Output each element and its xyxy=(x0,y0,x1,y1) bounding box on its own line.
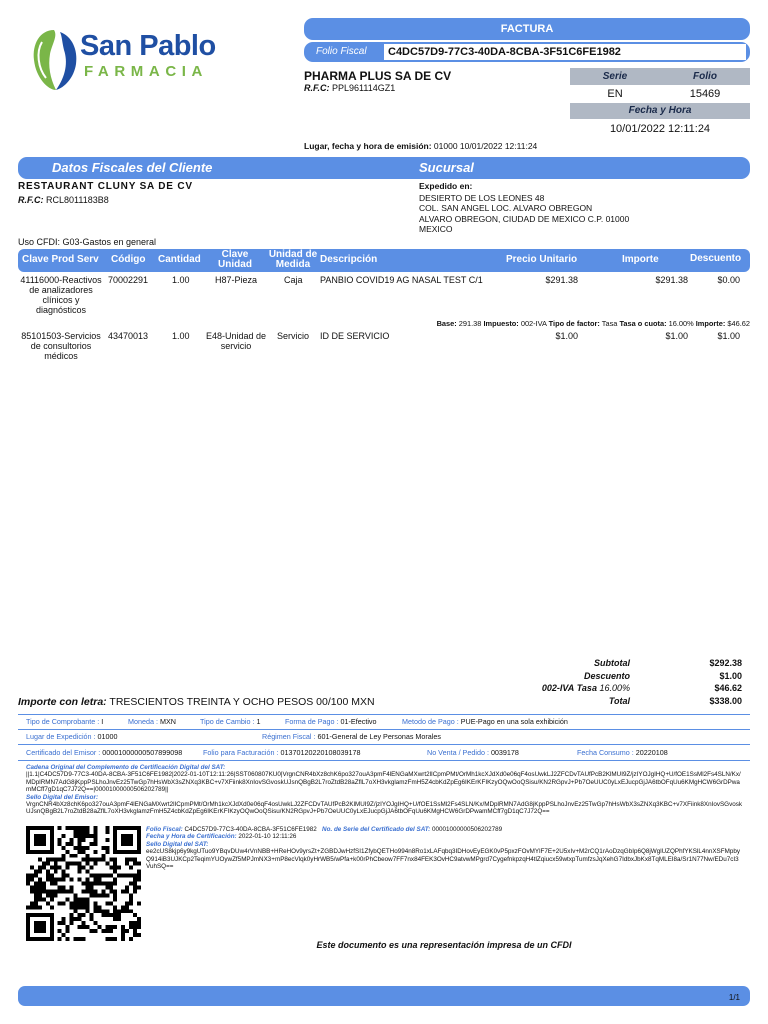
importe-letra-value: TRESCIENTOS TREINTA Y OCHO PESOS 00/100 MXN xyxy=(109,696,375,708)
tipo-comprobante-label: Tipo de Comprobante : xyxy=(26,717,100,726)
col-descuento: Descuento xyxy=(690,253,742,264)
row-importe: $291.38 xyxy=(655,275,688,285)
folio-fiscal-value: C4DC57D9-77C3-40DA-8CBA-3F51C6FE1982 xyxy=(388,46,621,58)
row-tax-line xyxy=(280,319,750,328)
metodo-pago: PUE-Pago en una sola exhibición xyxy=(460,717,568,726)
tipo-comprobante: I xyxy=(101,717,104,726)
sat-folio-label: Folio Fiscal: xyxy=(146,826,183,833)
row-cantidad: 1.00 xyxy=(172,331,190,341)
fecha-cert-value: 2022-01-10 12:11:26 xyxy=(238,833,297,841)
fecha-consumo-label: Fecha Consumo : xyxy=(577,748,634,757)
cliente-rfc-value: RCL8011183B8 xyxy=(46,195,109,205)
tax-impuesto: 002-IVA xyxy=(520,319,547,328)
tax-tipo-factor: Tasa xyxy=(601,319,618,328)
row-clave-prod: 85101503-Servicios de consultorios médicos xyxy=(21,331,101,361)
fecha-consumo: 20220108 xyxy=(635,748,668,757)
issuer-rfc xyxy=(304,83,395,94)
fecha-hora-label: Fecha y Hora xyxy=(628,105,692,116)
cliente-rfc xyxy=(18,195,109,206)
sello-emisor-value: VrgnCNR4bXz8chK6po327ouA3pmF4lENGaMXwrt2lICpmPMt/OrMh1kcXJdXd0e06qF4osUwkLJ2ZFCDvTAUfPcB2KlMUI9Z/jzIYOJgIHQ+U/fOE1SsMl2Fs4SLN/Kx/MDplRMN7AdG8jKppPSLhoJnvEz25TwGp7hHsWbX3sZNXq3KBC+v7XFiink8XnIovSGvoskUJsnQBgB2L7roZtdB28aZflL7oXH3vkglamzFmH5Z4cbKdZpEg6IKErKFIKzyOQwOoQSisu/KN2RGpvJ+Pb7OeUUC0yLxEJucpGjJA6tbOFqUu6KMgHCW6GrDPwamMCff7gD1qC7J72Q== xyxy=(26,801,742,816)
sucursal-section-label: Sucursal xyxy=(419,160,474,175)
cliente-sucursal-banner xyxy=(18,157,750,179)
sat-folio-value: C4DC57D9-77C3-40DA-8CBA-3F51C6FE1982 xyxy=(184,826,317,833)
col-unidad-medida: Unidad de Medida xyxy=(268,249,318,270)
col-cantidad: Cantidad xyxy=(158,254,201,265)
forma-pago-label: Forma de Pago : xyxy=(285,717,339,726)
tax-base-label: Base: xyxy=(436,319,457,328)
fecha-cert-label: Fecha y Hora de Certificación: xyxy=(146,833,237,841)
lugar-emision-label: Lugar, fecha y hora de emisión: xyxy=(304,141,432,151)
info-row-3 xyxy=(18,746,750,761)
tipo-cambio-label: Tipo de Cambio : xyxy=(200,717,255,726)
address-line: DESIERTO DE LOS LEONES 48 xyxy=(419,193,545,203)
importe-con-letra xyxy=(18,696,375,709)
tax-tasa: 16.00% xyxy=(668,319,694,328)
company-logo xyxy=(26,26,216,96)
logo-name: San Pablo xyxy=(80,30,216,62)
row-clave-unidad: H87-Pieza xyxy=(215,275,258,285)
forma-pago: 01-Efectivo xyxy=(340,717,377,726)
tax-importe: $46.62 xyxy=(727,319,750,328)
table-row xyxy=(18,275,750,325)
row-clave-prod: 41116000-Reactivos de analizadores clínicos y diagnósticos xyxy=(20,275,102,315)
fecha-hora-value: 10/01/2022 12:11:24 xyxy=(609,123,711,135)
info-row-1 xyxy=(18,714,750,730)
cert-emisor-label: Certificado del Emisor : xyxy=(26,748,101,757)
qr-code-icon xyxy=(26,826,141,941)
no-serie-value: 00001000000506202789 xyxy=(432,826,503,833)
descuento-value: $1.00 xyxy=(719,670,742,681)
logo-mark-icon xyxy=(26,26,82,94)
iva-value: $46.62 xyxy=(714,683,742,693)
metodo-pago-label: Metodo de Pago : xyxy=(402,717,459,726)
col-codigo: Código xyxy=(111,254,146,265)
moneda: MXN xyxy=(159,717,176,726)
table-row xyxy=(18,331,750,371)
row-descripcion: PANBIO COVID19 AG NASAL TEST C/1 xyxy=(320,275,483,285)
col-precio-unitario: Precio Unitario xyxy=(506,254,578,265)
tax-impuesto-label: Impuesto: xyxy=(483,319,519,328)
issuer-name: PHARMA PLUS SA DE CV xyxy=(304,69,452,83)
row-cantidad: 1.00 xyxy=(172,275,190,285)
sello-sat-label: Sello Digital del SAT: xyxy=(146,840,209,848)
moneda-label: Moneda : xyxy=(128,717,158,726)
fecha-hora-header xyxy=(570,103,750,119)
expedido-en-label: Expedido en: xyxy=(419,181,473,191)
no-venta-label: No Venta / Pedido : xyxy=(427,748,489,757)
iva-label-a: 002-IVA xyxy=(541,683,575,693)
folio-fiscal-bar xyxy=(304,42,750,62)
logo-subtitle: FARMACIA xyxy=(84,63,208,80)
regimen-label: Régimen Fiscal : xyxy=(262,732,316,741)
row-codigo: 43470013 xyxy=(108,331,149,341)
cadena-label: Cadena Original del Complemento de Certificación Digital del SAT: xyxy=(26,764,226,771)
cfdi-footer-note: Este documento es una representación impresa de un CFDI xyxy=(316,940,572,950)
cert-emisor: 00001000000507899098 xyxy=(102,748,183,757)
sat-cadena-block xyxy=(26,764,742,816)
tax-tipo-factor-label: Tipo de factor: xyxy=(548,319,600,328)
row-descuento: $1.00 xyxy=(717,331,740,341)
cliente-section-label: Datos Fiscales del Cliente xyxy=(52,160,213,175)
factura-title: FACTURA xyxy=(500,23,554,35)
lugar-emision xyxy=(304,141,537,151)
address-line: ALVARO OBREGON, CIUDAD DE MEXICO C.P. 01000 xyxy=(419,213,630,224)
items-table-header xyxy=(18,249,750,272)
folio-value: 15469 xyxy=(689,88,721,100)
row-unidad: Caja xyxy=(284,275,303,285)
issuer-rfc-label: R.F.C: xyxy=(304,83,330,93)
col-descripcion: Descripción xyxy=(320,254,378,265)
row-unidad: Servicio xyxy=(277,331,310,341)
sucursal-address xyxy=(419,193,629,235)
no-venta: 0039178 xyxy=(490,748,519,757)
uso-cfdi: Uso CFDI: G03-Gastos en general xyxy=(18,237,157,247)
footer-bar xyxy=(18,986,750,1006)
iva-label-c: 16.00% xyxy=(599,683,630,693)
folio-fiscal-label: Folio Fiscal xyxy=(316,46,367,57)
col-clave-prod: Clave Prod Serv xyxy=(22,254,99,265)
factura-banner xyxy=(304,18,750,40)
tipo-cambio: 1 xyxy=(256,717,261,726)
lugar-emision-value: 01000 10/01/2022 12:11:24 xyxy=(433,141,538,151)
subtotal-label: Subtotal xyxy=(594,658,630,668)
importe-letra-label: Importe con letra: xyxy=(18,696,107,708)
regimen: 601-General de Ley Personas Morales xyxy=(317,732,441,741)
tax-tasa-label: Tasa o cuota: xyxy=(619,319,667,328)
serie-value: EN xyxy=(607,88,623,100)
issuer-rfc-value: PPL961114GZ1 xyxy=(332,83,396,93)
row-codigo: 70002291 xyxy=(108,275,149,285)
info-row-2 xyxy=(18,730,750,745)
row-clave-unidad: E48-Unidad de servicio xyxy=(205,331,267,351)
serie-label: Serie xyxy=(602,71,628,82)
subtotal-value: $292.38 xyxy=(709,658,742,668)
iva-label xyxy=(542,682,630,695)
folio-fact: 01370120220108039178 xyxy=(280,748,361,757)
row-precio: $1.00 xyxy=(555,331,578,341)
cliente-rfc-label: R.F.C: xyxy=(18,195,44,205)
iva-label-b: Tasa xyxy=(576,683,597,693)
totals-block xyxy=(520,657,742,707)
sello-emisor-label: Sello Digital del Emisor: xyxy=(26,793,99,801)
tax-base: 291.38 xyxy=(458,319,482,328)
address-line: MEXICO xyxy=(419,224,453,235)
row-importe: $1.00 xyxy=(665,331,688,341)
total-label: Total xyxy=(608,695,630,706)
descuento-label: Descuento xyxy=(583,670,630,681)
address-line: COL. SAN ANGEL LOC. ALVARO OBREGON xyxy=(419,203,593,214)
sello-sat-value: ee2cUS8kjp6y9kgUTuo9YBqvDUw4rVnNBB+HReHOv9yrsZt+ZGBDJwHzfSI1ZfybQETHo994n8Ro1xLAFqbq3IDHovEyEGK0vP5pxzFOvMYlF7E+2U5xIv+M2rCQ1rAoDzqGbIp6Q8jWglUZQPhfYKSlL4nnXSFMpbyQ914iB3UJKCp2TeqimYUOywZf5MPJmNX3+mP8ecVlqk0yHrWB5/wPfa+k00rPhCbeow7FF7nx84FEK3OvHC9atvwMPgrd7CygefnkpzqH4tlZqiucx59wtxpTumfzsJqXehG7IdbxJbKx8TqMLEI8a/Sr1N77Nw/EDu7cI3VuhSQ== xyxy=(146,848,741,871)
cadena-value: ||1.1|C4DC57D9-77C3-40DA-8CBA-3F51C6FE1982|2022-01-10T12:11:26|SST060807KU0|VrgnCNR4bXz8chK6po327ouA3pmF4lENGaMXwrt2lICpmPMt/OrMh1kcXJdXd0e06qF4osUwkLJ2ZFCDvTAUfPcB2KlMUI9Z/jzIYOJgIHQ+U/fOE1SsMl2Fs4SLN/Kx/MDplRMN7AdG8jKppPSLhoJnvEz25TwGp7hHsWbX3sZNXq3KBC+v7XFiink8XnIovSGvoskUJsnQBgB2L7roZtdB28aZflL7oXH3vkglamzFmH5Z4cbKdZpEg6IKErKFIKzyOQwOoQSisu/KN2RGpvJ+Pb7OeUUC0yLxEJucpGjJA6tbOFqUu6KMgHCW6GrDPwamMCff7gD1qC7J72Q==|00001000000506202789|| xyxy=(26,771,741,794)
sat-cert-block xyxy=(146,826,742,870)
tax-importe-label: Importe: xyxy=(695,319,726,328)
lugar-exp-label: Lugar de Expedición : xyxy=(26,732,96,741)
folio-fact-label: Folio para Facturación : xyxy=(203,748,279,757)
col-clave-unidad: Clave Unidad xyxy=(218,249,252,270)
no-serie-label: No. de Serie del Certificado del SAT: xyxy=(322,826,431,833)
folio-label: Folio xyxy=(693,71,717,82)
lugar-exp: 01000 xyxy=(97,732,118,741)
col-importe: Importe xyxy=(622,254,659,265)
page-number: 1/1 xyxy=(728,993,740,1002)
cliente-name: RESTAURANT CLUNY SA DE CV xyxy=(18,181,193,192)
row-descripcion: ID DE SERVICIO xyxy=(320,331,390,341)
total-value: $338.00 xyxy=(709,695,742,706)
row-descuento: $0.00 xyxy=(717,275,740,285)
row-precio: $291.38 xyxy=(545,275,578,285)
serie-folio-header xyxy=(570,68,750,85)
